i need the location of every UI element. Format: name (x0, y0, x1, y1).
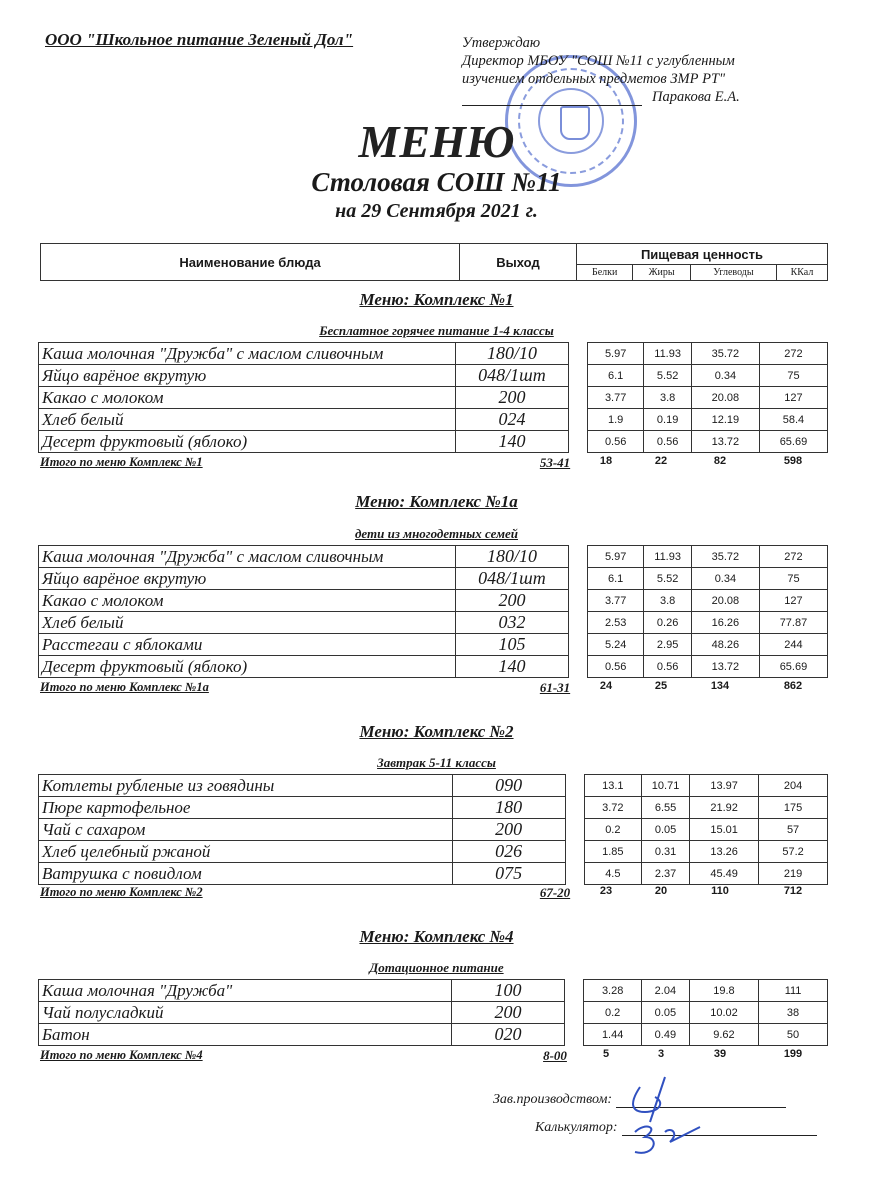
dish-fats: 0.05 (641, 1002, 689, 1024)
dish-fats: 0.56 (644, 656, 692, 678)
dish-output: 020 (451, 1024, 564, 1046)
section-title: Меню: Комплекс №1а (355, 492, 518, 511)
dish-name: Десерт фруктовый (яблоко) (39, 656, 456, 678)
header-output: Выход (460, 244, 577, 281)
dish-carbs: 13.72 (691, 431, 759, 453)
table-row (39, 343, 828, 365)
menu-table (38, 545, 828, 678)
dish-output: 105 (455, 634, 569, 656)
dish-output: 075 (452, 863, 565, 885)
dish-name: Ватрушка с повидлом (39, 863, 453, 885)
dish-carbs: 48.26 (691, 634, 759, 656)
dish-proteins: 0.56 (587, 431, 643, 453)
total-fats: 20 (654, 885, 668, 897)
total-label: Итого по меню Комплекс №1 (40, 455, 203, 469)
header-carbs: Углеводы (690, 265, 776, 281)
dish-carbs: 0.34 (691, 365, 759, 387)
dish-carbs: 35.72 (691, 343, 759, 365)
dish-proteins: 5.97 (587, 343, 643, 365)
dish-kcal: 175 (759, 797, 828, 819)
dish-fats: 2.95 (644, 634, 692, 656)
dish-carbs: 20.08 (691, 387, 759, 409)
dish-output: 180 (452, 797, 565, 819)
dish-carbs: 9.62 (689, 1024, 758, 1046)
dish-name: Десерт фруктовый (яблоко) (39, 431, 456, 453)
dish-carbs: 35.72 (691, 546, 759, 568)
column-gap (569, 568, 588, 590)
table-row (39, 1024, 828, 1046)
table-row (39, 387, 828, 409)
dish-proteins: 3.72 (584, 797, 641, 819)
dish-kcal: 272 (759, 343, 827, 365)
header-kcal: ККал (776, 265, 827, 281)
table-row (39, 863, 828, 885)
dish-kcal: 77.87 (759, 612, 827, 634)
dish-kcal: 65.69 (759, 656, 827, 678)
dish-fats: 11.93 (644, 546, 692, 568)
dish-fats: 11.93 (644, 343, 692, 365)
dish-proteins: 1.9 (587, 409, 643, 431)
dish-fats: 6.55 (642, 797, 690, 819)
column-gap (569, 365, 588, 387)
total-label: Итого по меню Комплекс №1а (40, 680, 209, 694)
total-kcal: 598 (783, 455, 803, 467)
dish-name: Яйцо варёное вкрутую (39, 365, 456, 387)
total-proteins: 24 (599, 680, 613, 692)
menu-date: на 29 Сентября 2021 г. (335, 200, 538, 222)
dish-carbs: 15.01 (690, 819, 759, 841)
total-proteins: 5 (602, 1048, 610, 1060)
dish-name: Яйцо варёное вкрутую (39, 568, 456, 590)
approval-title: Утверждаю (462, 35, 541, 51)
total-cost: 8-00 (543, 1048, 567, 1063)
dish-kcal: 219 (759, 863, 828, 885)
column-gap (565, 980, 584, 1002)
dish-fats: 3.8 (644, 590, 692, 612)
section-subtitle: Бесплатное горячее питание 1-4 классы (319, 323, 554, 338)
section-total (40, 680, 830, 698)
dish-fats: 5.52 (644, 568, 692, 590)
column-gap (565, 863, 584, 885)
column-gap (565, 819, 584, 841)
dish-carbs: 13.26 (690, 841, 759, 863)
dish-fats: 0.05 (642, 819, 690, 841)
dish-carbs: 0.34 (691, 568, 759, 590)
dish-output: 024 (455, 409, 569, 431)
header-dish: Наименование блюда (41, 244, 460, 281)
dish-kcal: 57 (759, 819, 828, 841)
dish-output: 200 (455, 387, 569, 409)
total-cost: 67-20 (539, 885, 571, 900)
table-row (39, 590, 828, 612)
column-gap (565, 1002, 584, 1024)
dish-proteins: 5.24 (587, 634, 643, 656)
total-proteins: 18 (599, 455, 613, 467)
table-row (39, 546, 828, 568)
dish-output: 200 (451, 1002, 564, 1024)
dish-kcal: 111 (759, 980, 828, 1002)
dish-output: 180/10 (455, 546, 569, 568)
column-gap (569, 634, 588, 656)
dish-output: 140 (455, 431, 569, 453)
table-row (39, 431, 828, 453)
dish-kcal: 127 (759, 387, 827, 409)
dish-name: Чай полусладкий (39, 1002, 452, 1024)
column-gap (569, 612, 588, 634)
dish-carbs: 10.02 (689, 1002, 758, 1024)
dish-kcal: 204 (759, 775, 828, 797)
table-row (39, 980, 828, 1002)
approval-block (462, 34, 740, 106)
dish-proteins: 0.2 (584, 819, 641, 841)
column-gap (569, 387, 588, 409)
dish-fats: 2.04 (641, 980, 689, 1002)
dish-name: Расстегаи с яблоками (39, 634, 456, 656)
dish-proteins: 2.53 (587, 612, 643, 634)
dish-proteins: 6.1 (587, 365, 643, 387)
dish-output: 200 (455, 590, 569, 612)
column-gap (565, 841, 584, 863)
table-row (39, 656, 828, 678)
dish-proteins: 13.1 (584, 775, 641, 797)
dish-proteins: 6.1 (587, 568, 643, 590)
dish-kcal: 65.69 (759, 431, 827, 453)
dish-kcal: 244 (759, 634, 827, 656)
dish-name: Пюре картофельное (39, 797, 453, 819)
column-gap (569, 343, 588, 365)
dish-carbs: 16.26 (691, 612, 759, 634)
section-title: Меню: Комплекс №4 (359, 927, 514, 946)
total-cost: 61-31 (539, 680, 571, 695)
dish-name: Хлеб белый (39, 612, 456, 634)
dish-kcal: 57.2 (759, 841, 828, 863)
total-carbs: 39 (713, 1048, 727, 1060)
dish-output: 026 (452, 841, 565, 863)
table-row (39, 568, 828, 590)
approval-position: Директор МБОУ "СОШ №11 с углубленным (462, 53, 735, 69)
dish-carbs: 19.8 (689, 980, 758, 1002)
column-gap (569, 590, 588, 612)
dish-fats: 5.52 (644, 365, 692, 387)
dish-fats: 10.71 (642, 775, 690, 797)
dish-name: Чай с сахаром (39, 819, 453, 841)
total-carbs: 82 (713, 455, 727, 467)
table-row (39, 841, 828, 863)
approval-signature-line (462, 91, 642, 106)
dish-carbs: 13.97 (690, 775, 759, 797)
dish-carbs: 45.49 (690, 863, 759, 885)
table-row (39, 1002, 828, 1024)
section-total (40, 885, 830, 903)
dish-proteins: 0.2 (584, 1002, 642, 1024)
dish-kcal: 58.4 (759, 409, 827, 431)
dish-name: Какао с молоком (39, 590, 456, 612)
menu-table (38, 342, 828, 453)
dish-proteins: 3.28 (584, 980, 642, 1002)
total-kcal: 712 (783, 885, 803, 897)
section-total (40, 455, 830, 473)
production-head-label: Зав.производством: (493, 1092, 613, 1107)
dish-name: Хлеб белый (39, 409, 456, 431)
dish-fats: 0.49 (641, 1024, 689, 1046)
dish-output: 032 (455, 612, 569, 634)
total-fats: 22 (654, 455, 668, 467)
menu-table (38, 979, 828, 1046)
dish-kcal: 127 (759, 590, 827, 612)
total-fats: 3 (657, 1048, 665, 1060)
dish-kcal: 38 (759, 1002, 828, 1024)
section-subtitle: Дотационное питание (369, 960, 504, 975)
dish-proteins: 4.5 (584, 863, 641, 885)
column-gap (565, 1024, 584, 1046)
dish-name: Каша молочная "Дружба" с маслом сливочным (39, 546, 456, 568)
total-label: Итого по меню Комплекс №2 (40, 885, 203, 899)
table-row (39, 634, 828, 656)
column-gap (569, 546, 588, 568)
dish-output: 048/1шт (455, 568, 569, 590)
dish-kcal: 75 (759, 568, 827, 590)
dish-fats: 3.8 (644, 387, 692, 409)
dish-carbs: 21.92 (690, 797, 759, 819)
dish-carbs: 12.19 (691, 409, 759, 431)
dish-output: 048/1шт (455, 365, 569, 387)
dish-name: Каша молочная "Дружба" (39, 980, 452, 1002)
total-fats: 25 (654, 680, 668, 692)
page-title: МЕНЮ (358, 116, 515, 167)
table-row (39, 775, 828, 797)
dish-proteins: 5.97 (587, 546, 643, 568)
approval-signatory: Паракова Е.А. (652, 89, 740, 105)
dish-output: 090 (452, 775, 565, 797)
calculator-label: Калькулятор: (535, 1120, 618, 1135)
total-proteins: 23 (599, 885, 613, 897)
total-label: Итого по меню Комплекс №4 (40, 1048, 203, 1062)
dish-output: 180/10 (455, 343, 569, 365)
table-row (39, 409, 828, 431)
header-proteins: Белки (577, 265, 633, 281)
column-gap (569, 431, 588, 453)
column-gap (565, 775, 584, 797)
dish-proteins: 0.56 (587, 656, 643, 678)
section-total (40, 1048, 830, 1066)
section-subtitle: дети из многодетных семей (354, 526, 519, 541)
dish-name: Хлеб целебный ржаной (39, 841, 453, 863)
dish-output: 100 (451, 980, 564, 1002)
dish-name: Какао с молоком (39, 387, 456, 409)
dish-fats: 0.26 (644, 612, 692, 634)
dish-name: Каша молочная "Дружба" с маслом сливочным (39, 343, 456, 365)
column-gap (569, 656, 588, 678)
dish-proteins: 1.85 (584, 841, 641, 863)
approval-school: изучением отдельных предметов ЗМР РТ" (462, 71, 726, 87)
dish-output: 200 (452, 819, 565, 841)
canteen-name: Столовая СОШ №11 (311, 167, 562, 197)
total-cost: 53-41 (539, 455, 571, 470)
dish-kcal: 272 (759, 546, 827, 568)
header-nutrition: Пищевая ценность (577, 244, 828, 265)
dish-carbs: 13.72 (691, 656, 759, 678)
section-title: Меню: Комплекс №1 (359, 290, 514, 309)
organization-name: ООО "Школьное питание Зеленый Дол" (45, 30, 354, 49)
section-subtitle: Завтрак 5-11 классы (377, 755, 496, 770)
dish-fats: 2.37 (642, 863, 690, 885)
dish-kcal: 75 (759, 365, 827, 387)
section-title: Меню: Комплекс №2 (359, 722, 514, 741)
table-row (39, 365, 828, 387)
total-kcal: 862 (783, 680, 803, 692)
handwritten-signature-icon (615, 1072, 705, 1162)
column-gap (565, 797, 584, 819)
column-gap (569, 409, 588, 431)
table-row (39, 797, 828, 819)
dish-fats: 0.31 (642, 841, 690, 863)
header-fats: Жиры (633, 265, 691, 281)
total-carbs: 134 (710, 680, 730, 692)
column-header-table (40, 243, 828, 281)
dish-fats: 0.19 (644, 409, 692, 431)
dish-fats: 0.56 (644, 431, 692, 453)
dish-proteins: 1.44 (584, 1024, 642, 1046)
total-kcal: 199 (783, 1048, 803, 1060)
table-row (39, 819, 828, 841)
menu-table (38, 774, 828, 885)
dish-name: Котлеты рубленые из говядины (39, 775, 453, 797)
dish-name: Батон (39, 1024, 452, 1046)
dish-carbs: 20.08 (691, 590, 759, 612)
dish-proteins: 3.77 (587, 387, 643, 409)
dish-kcal: 50 (759, 1024, 828, 1046)
dish-proteins: 3.77 (587, 590, 643, 612)
dish-output: 140 (455, 656, 569, 678)
total-carbs: 110 (711, 885, 729, 897)
table-row (39, 612, 828, 634)
